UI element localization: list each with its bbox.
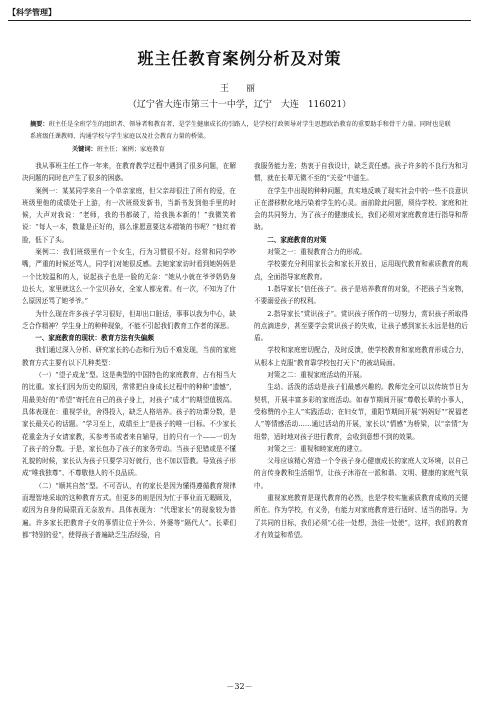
paragraph: 我从事班主任工作一年来，在教育教学过程中遇到了很多问题，在解决问题的同时也产生了很多的困惑。 — [22, 162, 236, 183]
section-heading: 一、家庭教育的现状：教育方法有失偏颇 — [35, 334, 154, 343]
left-column — [22, 160, 236, 541]
article-affiliation: （辽宁省大连市第三十一中学，辽宁 大连 116021） — [127, 100, 352, 110]
paragraph: 案例一：某某同学来自一个单亲家庭，但父亲却很注了所有的爱，在班级里他的成绩处于上游，有一次班级发新书，当新书发到他手里的时候，大声对我说：“老师，我的书都破了，给我换本新的！”我微笑着说：“每人一本，数量是正好的，那么谁愿意要这本褶皱的书呢？”他红着脸，低下了头。 — [22, 186, 236, 244]
paragraph: 对策之三：重视和睦家庭的建立。 — [267, 444, 367, 453]
header-rule — [8, 20, 471, 21]
keywords-text: 班主任；案例；家庭教育 — [96, 146, 165, 153]
abstract-label: 摘要： — [30, 121, 49, 128]
paragraph: 我们通过深入分析、研究家长的心态和行为后不难发现，当前的家庭教育方式主要有以下几种类型： — [22, 346, 236, 367]
paragraph: 生动、活泼的活动是孩子们最感兴趣的。教师完全可以以传统节日为契机，开展丰富多彩的家庭活动。如春节期间开展“尊敬长辈的小事人，受称赞的小主人”实践活动；在妇女节，重阳节期间开展“妈妈好”“祝福老人”等情感活动……通过活动的开展，家长以“情感”为桥梁，以“亲情”为纽带，适时地对孩子进行教育，会收到意想不到的效果。 — [254, 383, 468, 441]
right-column — [254, 160, 468, 541]
article-author: 王 丽 — [219, 84, 259, 94]
paragraph: 学校和家庭密切配合，及时反馈，使学校教育和家庭教育形成合力，从根本上克服“教育靠学校包打天下”的被动局面。 — [254, 346, 468, 367]
keywords-label: 关键词： — [72, 146, 97, 153]
section-tag: 【科学管理】 — [8, 8, 56, 17]
keywords — [72, 144, 165, 153]
paragraph: 重视家庭教育是现代教育的必然，也是学校实施素质教育成败的关键所在。作为学校，有义务，有能力对家庭教育进行适时、适当的指导。为了共同的目标，我们必须“心往一处想，劲往一处使”，这样，我们的教育才有效益和希望。 — [254, 494, 468, 539]
paragraph: 我服务能力差；热衷于自我设计，缺乏责任感。孩子许多的不良行为和习惯，就在长辈无微不至的“关爱”中滋生。 — [254, 162, 468, 183]
abstract-text: 班主任是全班学生的组织者、领导者和教育者，是学生健康成长的引路人，是学校行政领导对学生思想政治教育的重要助手和骨干力量。同时也是联系班级任课教师、沟通学校与学生家庭以及社会教育力量的桥梁。 — [30, 121, 451, 140]
page-number: －32－ — [226, 682, 253, 691]
section-heading: 二、家庭教育的对策 — [267, 235, 327, 244]
article-title: 班主任教育案例分析及对策 — [137, 49, 342, 68]
abstract — [30, 119, 452, 142]
paragraph: 在学生中出现的种种问题，真实地反映了现实社会中的一些不良意识正在潜移默化地污染着学生的心灵。面前除此问题，须待学校、家庭和社会的共同努力，为了孩子的健康成长，我们必须对家庭教育进行指导和帮助。 — [254, 186, 468, 232]
paragraph: （二）“顺其自然”型。不可否认，有的家长是因为懂得遵循教育规律而理智地采取的这种教育方式。但更多的则是因为忙于事业而无暇顾及，或因为自身的局限而无奈放弃。具体表现为：“代理家长”的现象较为普遍。许多家长把教育子女的事情让位于外公、外婆等“隔代人”。长辈们都“特别的爱”，使得孩子普遍缺乏生活经验，自 — [22, 481, 236, 539]
paragraph: 学校要充分利用家长会和家长开放日，运用现代教育和素质教育的观点，全面指导家庭教育。 — [254, 260, 468, 281]
paragraph: 父母应该精心营造一个令孩子身心健康成长的家庭人文环境，以自己的言传身教和生活细节，让孩子沐浴在一派和谐、文明、健康的家庭气氛中。 — [254, 457, 468, 490]
paragraph: 案例二：我们班级里有一个女生，行为习惯很不好。经常和同学吵嘴，严重的时候还骂人，同学们对她很反感。去她家家访时看到她妈妈是一个比较温和的人，说起孩子也是一脸的无奈：“她从小就在爷爷奶奶身边长大，家里就这么一个宝贝孙女，全家人都宠着。有一次，不知为了什么原因还骂了她爷爷。” — [22, 248, 236, 306]
paragraph: 为什么现在许多孩子学习很好，但却出口脏话，事事以我为中心，缺乏合作精神？学生身上的种种现象，不能不引起我们教育工作者的深思。 — [22, 309, 236, 330]
paragraph: 对策之二：重视家庭活动的开展。 — [267, 371, 367, 380]
paragraph: 对策之一：重视教育合力的形成。 — [267, 248, 367, 257]
paragraph: （一）“望子成龙”型。这是典型的中国特色的家庭教育，占有相当大的比重。家长们因为历史的原因，常常把自身成长过程中的种种“遗憾”，用最美好的“希望”寄托在自己的孩子身上，对孩子“成才”的期望值极高。具体表现在：重视学业，舍得投入，缺乏人格培养。孩子的功课分数，是家长最关心的话题。“学习至上，成绩至上”是孩子的唯一目标。不少家长花重金为子女请家教，买参考书或者来自辅导，目的只有一个——一切为了孩子的分数。于是，家长包办了孩子的家务劳动。当孩子犯错或是不懂礼貌的时候，家长认为孩子只要学习好就行，也不加以管教。导致孩子形成“唯我独尊”、不尊敬他人的不良品质。 — [22, 371, 236, 478]
paragraph: 2.指导家长“赏识孩子”。赏识孩子所作的一切努力，赏识孩子所取得的点滴进步，甚至要学会赏识孩子的失败，让孩子感到家长永远是他的后盾。 — [254, 309, 468, 343]
paragraph: 1.指导家长“信任孩子”。孩子是培养教育的对象，不把孩子当宠物，不要溺爱孩子的权利。 — [254, 284, 468, 306]
